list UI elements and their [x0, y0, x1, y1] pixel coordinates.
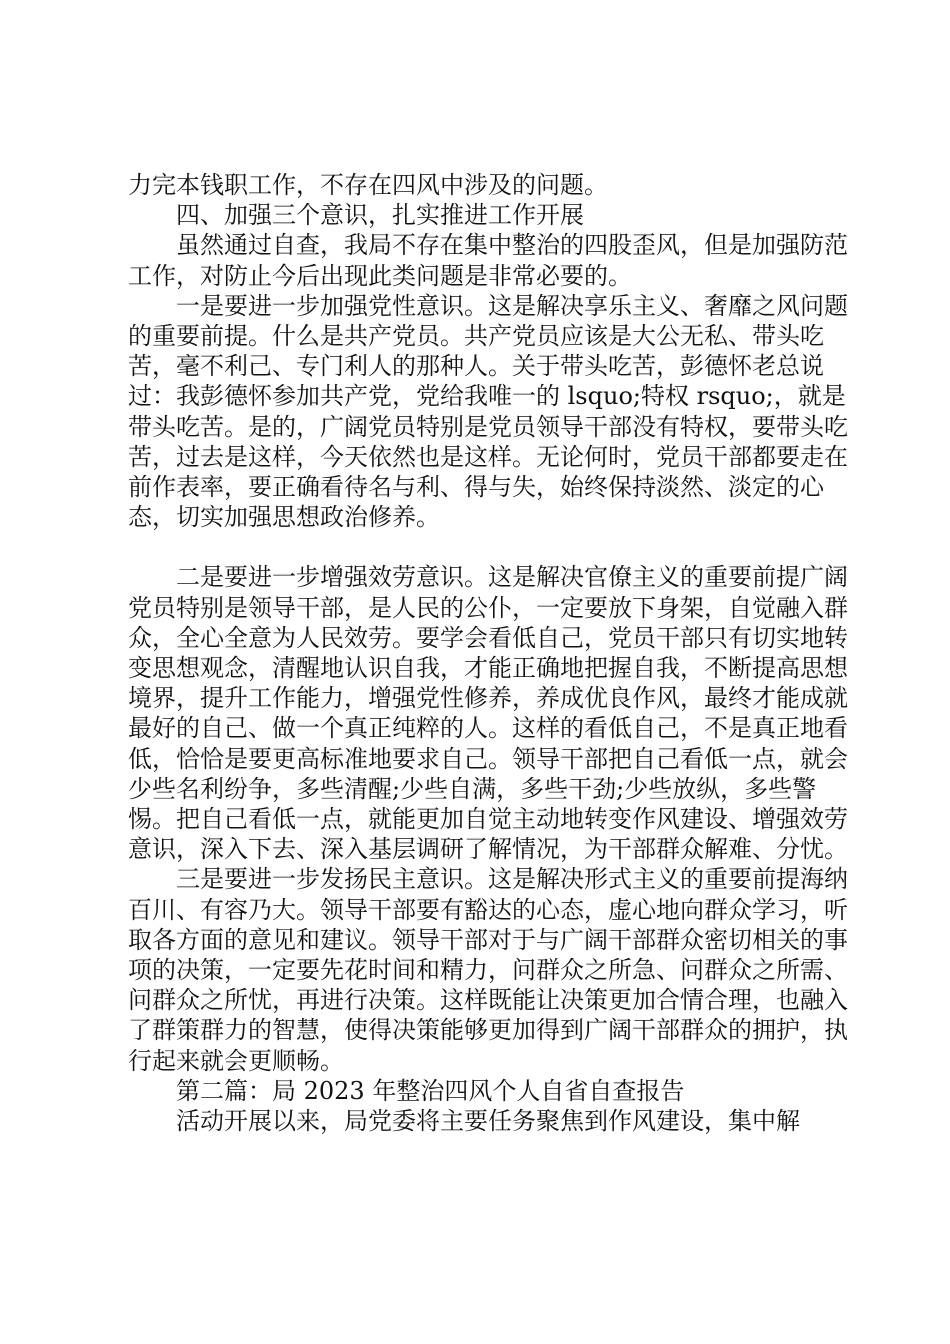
paragraph-service-awareness: 二是要进一步增强效劳意识。这是解决官僚主义的重要前提广阔党员特别是领导干部，是人民的公仆，一定要放下身架，自觉融入群众，全心全意为人民效劳。要学会看低自己，党员干部只有切实地转变思想观念，清醒地认识自我，才能正确地把握自我，不断提高思想境界，提升工作能力，增强党性修养，养成优良作风，最终才能成就最好的自己、做一个真正纯粹的人。这样的看低自己，不是真正地看低，恰恰是要更高标准地要求自己。领导干部把自己看低一点，就会少些名利纷争，多些清醒;少些自满，多些干劲;少些放纵，多些警惕。把自己看低一点，就能更加自觉主动地转变作风建设、增强效劳意识，深入下去、深入基层调研了解情况，为干部群众解难、分忧。	[128, 563, 848, 864]
paragraph-continuation: 力完本钱职工作，不存在四风中涉及的问题。	[128, 171, 608, 199]
paragraph-second-article-start: 活动开展以来，局党委将主要任务聚焦到作风建设，集中解	[176, 1107, 800, 1136]
document-body	[128, 170, 848, 1136]
section-heading: 四、加强三个意识，扎实推进工作开展	[176, 201, 584, 230]
paragraph-democracy-awareness: 三是要进一步发扬民主意识。这是解决形式主义的重要前提海纳百川、有容乃大。领导干部要有豁达的心态，虚心地向群众学习，听取各方面的意见和建议。领导干部对于与广阔干部群众密切相关的事项的决策，一定要先花时间和精力，问群众之所急、问群众之所需、问群众之所忧，再进行决策。这样既能让决策更加合情合理，也融入了群策群力的智慧，使得决策能够更加得到广阔干部群众的拥护，执行起来就会更顺畅。	[128, 865, 848, 1075]
second-article-title: 第二篇：局 2023 年整治四风个人自省自查报告	[176, 1076, 685, 1105]
paragraph-intro: 虽然通过自查，我局不存在集中整治的四股歪风，但是加强防范工作，对防止今后出现此类问题是非常必要的。	[128, 231, 848, 290]
paragraph-party-awareness: 一是要进一步加强党性意识。这是解决享乐主义、奢靡之风问题的重要前提。什么是共产党员。共产党员应该是大公无私、带头吃苦，毫不利己、专门利人的那种人。关于带头吃苦，彭德怀老总说过：我彭德怀参加共产党，党给我唯一的 lsquo;特权 rsquo;，就是带头吃苦。是的，广阔党员特别是党员领导干部没有特权，要带头吃苦，过去是这样，今天依然也是这样。无论何时，党员干部都要走在前作表率，要正确看待名与利、得与失，始终保持淡然、淡定的心态，切实加强思想政治修养。	[128, 291, 848, 532]
